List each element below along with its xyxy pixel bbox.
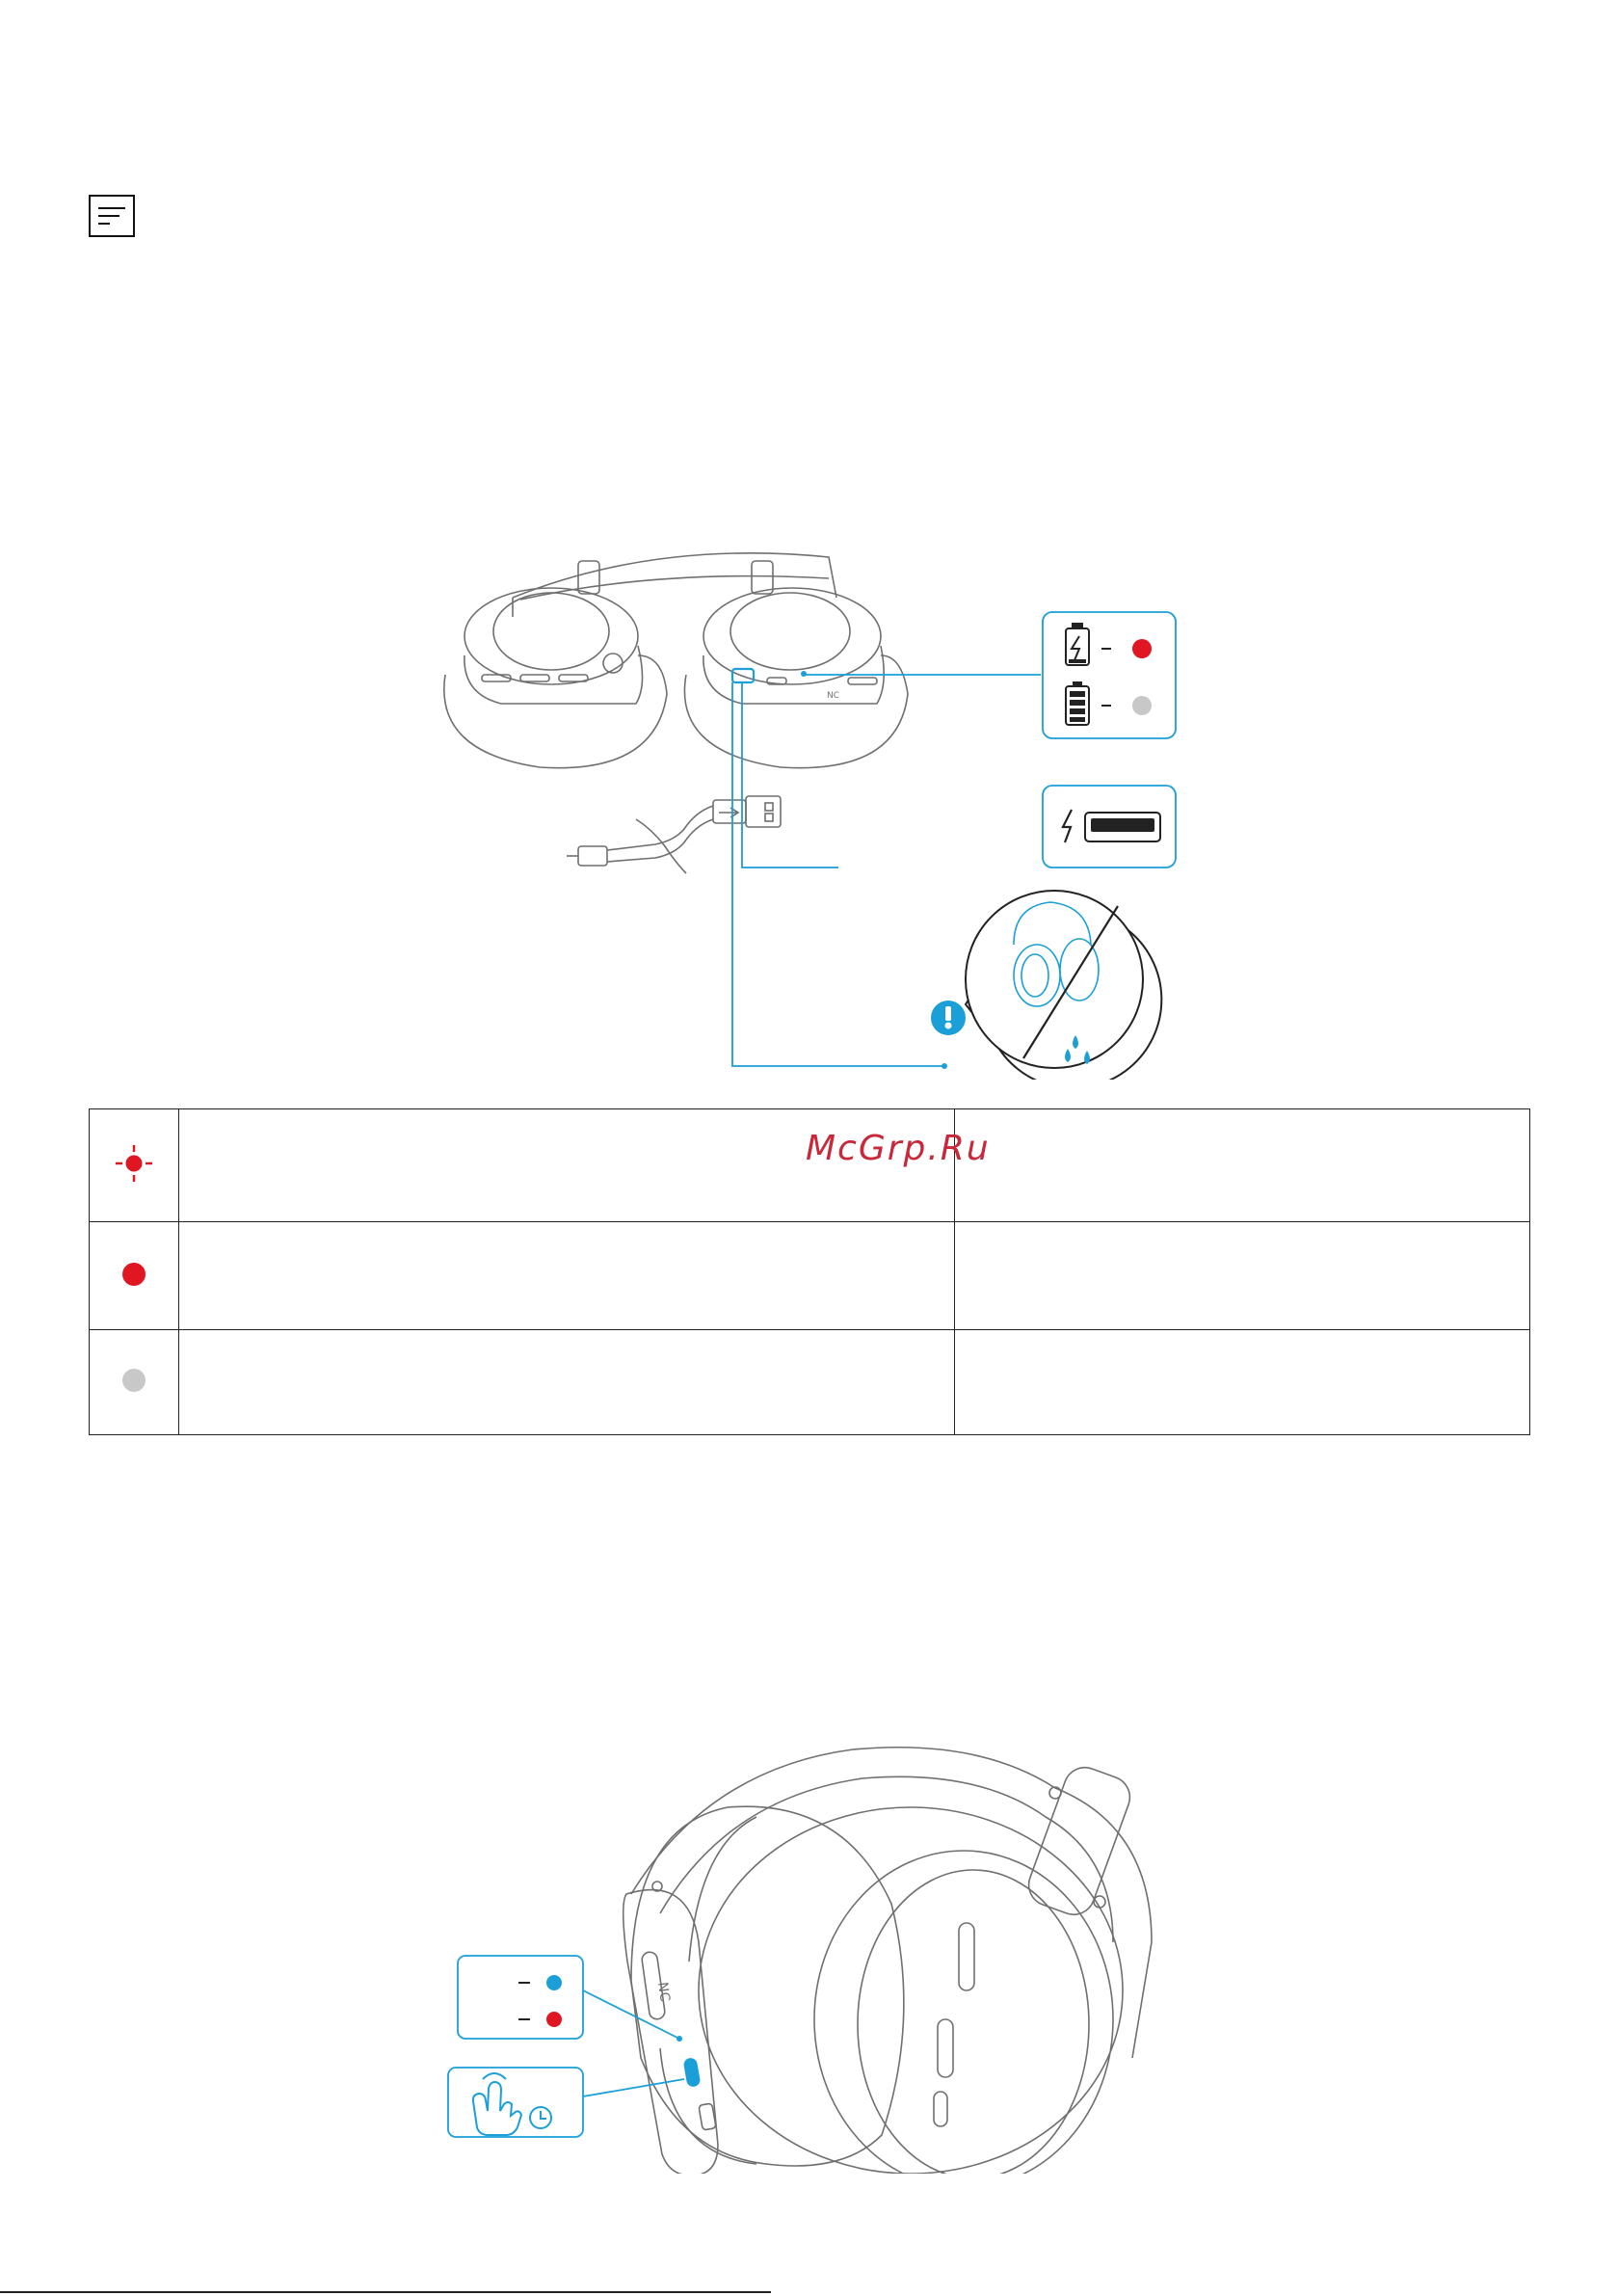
led-red-dot bbox=[546, 2012, 562, 2027]
bottom-rule bbox=[0, 2291, 771, 2293]
headphones-perspective bbox=[623, 1748, 1152, 2174]
battery-charging-icon bbox=[1066, 624, 1089, 665]
table-row bbox=[90, 1222, 1530, 1330]
led-red-dot bbox=[1132, 639, 1152, 658]
power-button[interactable] bbox=[683, 2057, 702, 2088]
led-icon-cell bbox=[90, 1222, 179, 1330]
table-row bbox=[90, 1330, 1530, 1435]
folded-headphones bbox=[444, 553, 908, 873]
led-description-cell bbox=[179, 1109, 991, 1222]
led-description-cell bbox=[179, 1330, 955, 1435]
battery-full-icon bbox=[1066, 681, 1089, 725]
menu-lines-icon[interactable] bbox=[89, 195, 135, 237]
press-hold-icon bbox=[473, 2073, 521, 2135]
led-status-cell bbox=[955, 1222, 1530, 1330]
led-icon-cell bbox=[90, 1330, 179, 1435]
earcup-label: NC bbox=[654, 1981, 673, 2003]
table-row bbox=[90, 1109, 1530, 1222]
led-white-dot bbox=[1132, 696, 1152, 715]
blue-callout-lines bbox=[448, 1956, 684, 2137]
watermark-text: McGrp.Ru bbox=[806, 1129, 991, 1168]
power-adapter-icon bbox=[1063, 810, 1160, 842]
charging-illustration bbox=[424, 540, 1195, 1080]
power-on-illustration bbox=[438, 1730, 1171, 2174]
led-status-table bbox=[89, 1108, 1530, 1435]
led-description-cell bbox=[179, 1222, 955, 1330]
led-flashing-red-icon bbox=[115, 1144, 153, 1183]
no-water-icon bbox=[966, 891, 1161, 1080]
led-icon-cell bbox=[90, 1109, 179, 1222]
earcup-label: NC bbox=[827, 691, 840, 701]
led-status-cell bbox=[955, 1109, 1530, 1222]
led-status-cell bbox=[955, 1330, 1530, 1435]
led-solid-red-icon bbox=[120, 1261, 147, 1288]
led-solid-white-icon bbox=[120, 1367, 147, 1394]
clock-icon bbox=[530, 2107, 551, 2128]
led-blue-dot bbox=[546, 1975, 562, 1990]
